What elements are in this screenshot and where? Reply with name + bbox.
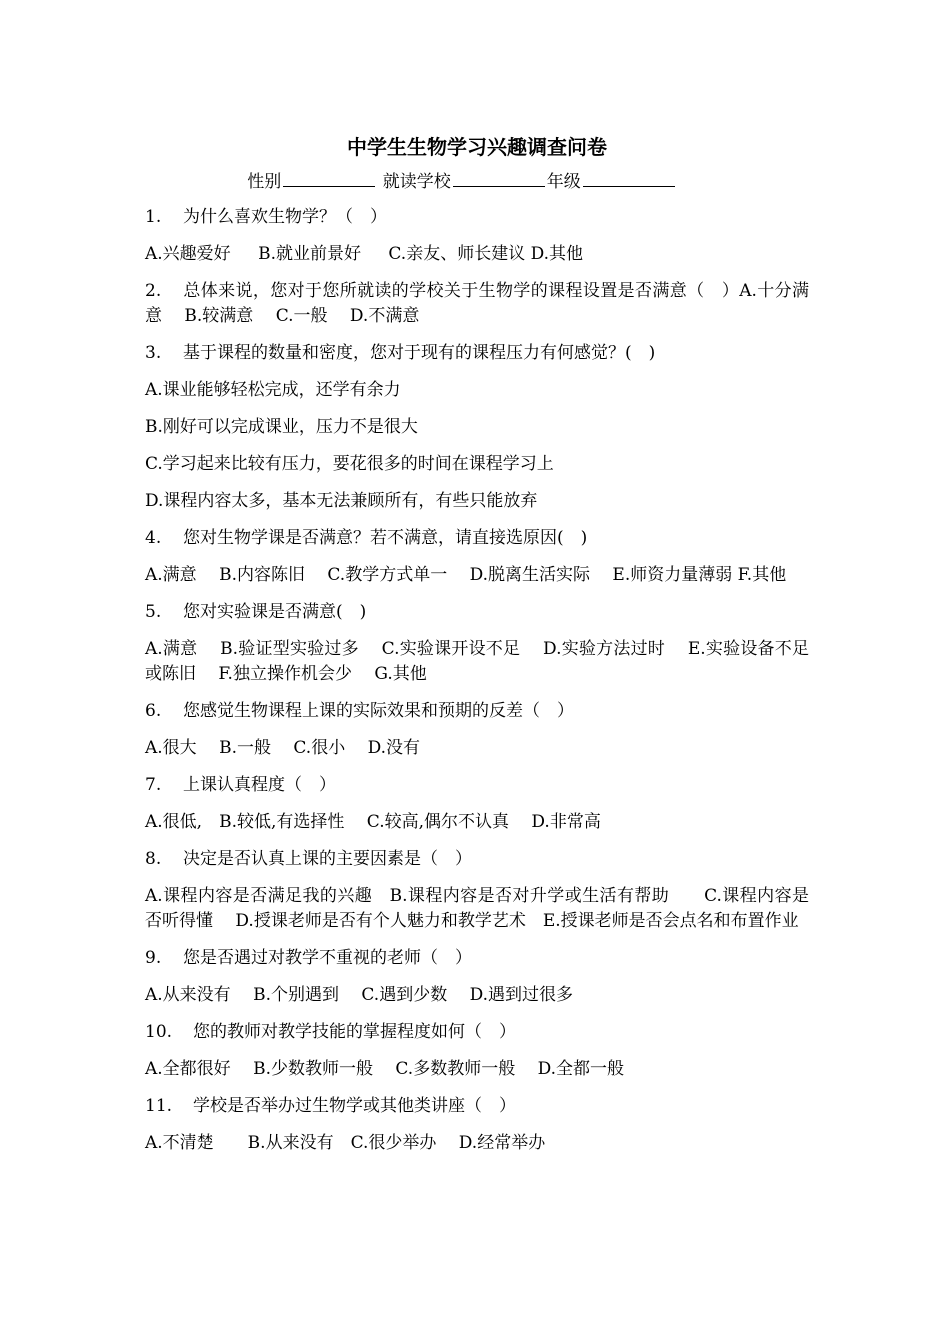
page-title: 中学生生物学习兴趣调查问卷	[347, 135, 607, 159]
grade-blank[interactable]	[583, 168, 675, 187]
question-number: 3.	[145, 343, 162, 363]
question-number: 4.	[145, 528, 162, 548]
question-text: 总体来说，您对于您所就读的学校关于生物学的课程设置是否满意（ ）A.十分满意 B.较满意 C.一般 D.不满意	[145, 281, 809, 326]
option[interactable]: A.课业能够轻松完成，还学有余力	[145, 380, 401, 400]
question-11-options[interactable]: A.不清楚 B.从来没有 C.很少举办 D.经常举办	[145, 1133, 546, 1153]
question-text: 为什么喜欢生物学？（ ）	[183, 207, 387, 227]
gender-blank[interactable]	[283, 168, 375, 187]
question-text: 学校是否举办过生物学或其他类讲座（ ）	[193, 1096, 516, 1116]
question-number: 9.	[145, 948, 162, 968]
option[interactable]: C.亲友、师长建议 D.其他	[388, 244, 584, 264]
question-1	[145, 205, 809, 230]
question-4-options[interactable]: A.满意 B.内容陈旧 C.教学方式单一 D.脱离生活实际 E.师资力量薄弱 F.其他	[145, 565, 787, 585]
grade-label: 年级	[546, 172, 581, 192]
question-10	[145, 1020, 809, 1045]
question-5-options[interactable]: A.满意 B.验证型实验过多 C.实验课开设不足 D.实验方法过时 E.实验设备不足或陈旧 F.独立操作机会少 G.其他	[145, 639, 809, 684]
question-1-options	[145, 242, 809, 267]
option[interactable]: B.刚好可以完成课业，压力不是很大	[145, 417, 418, 437]
question-8-options[interactable]: A.课程内容是否满足我的兴趣 B.课程内容是否对升学或生活有帮助 C.课程内容是否听得懂 D.授课老师是否有个人魅力和教学艺术 E.授课老师是否会点名和布置作业	[145, 886, 809, 931]
question-9	[145, 946, 809, 971]
document-page	[145, 132, 809, 1168]
question-number: 5.	[145, 602, 162, 622]
question-4	[145, 526, 809, 551]
option[interactable]: C.学习起来比较有压力，要花很多的时间在课程学习上	[145, 454, 554, 474]
question-number: 7.	[145, 775, 162, 795]
question-text: 您是否遇过对教学不重视的老师（ ）	[183, 948, 472, 968]
question-text: 基于课程的数量和密度，您对于现有的课程压力有何感觉？( )	[183, 343, 656, 363]
question-number: 10.	[145, 1022, 173, 1042]
option[interactable]: D.课程内容太多，基本无法兼顾所有，有些只能放弃	[145, 491, 538, 511]
question-text: 您对实验课是否满意( )	[183, 602, 367, 622]
question-number: 8.	[145, 849, 162, 869]
question-number: 11.	[145, 1096, 173, 1116]
school-label: 就读学校	[382, 172, 451, 192]
school-blank[interactable]	[453, 168, 545, 187]
gender-label: 性别	[247, 172, 282, 192]
question-2	[145, 279, 809, 329]
question-8	[145, 847, 809, 872]
question-7	[145, 773, 809, 798]
respondent-info-line	[145, 168, 809, 195]
question-10-options[interactable]: A.全都很好 B.少数教师一般 C.多数教师一般 D.全都一般	[145, 1059, 625, 1079]
question-6-options[interactable]: A.很大 B.一般 C.很小 D.没有	[145, 738, 421, 758]
question-number: 1.	[145, 207, 162, 227]
question-text: 决定是否认真上课的主要因素是（ ）	[183, 849, 472, 869]
question-text: 您对生物学课是否满意？若不满意，请直接选原因( )	[183, 528, 588, 548]
question-text: 您的教师对教学技能的掌握程度如何（ ）	[193, 1022, 516, 1042]
option[interactable]: B.就业前景好	[258, 244, 361, 264]
question-9-options[interactable]: A.从来没有 B.个别遇到 C.遇到少数 D.遇到过很多	[145, 985, 574, 1005]
option[interactable]: A.兴趣爱好	[145, 244, 231, 264]
question-text: 您感觉生物课程上课的实际效果和预期的反差（ ）	[183, 701, 574, 721]
question-5	[145, 600, 809, 625]
question-number: 2.	[145, 281, 162, 301]
question-7-options[interactable]: A.很低, B.较低,有选择性 C.较高,偶尔不认真 D.非常高	[145, 812, 601, 832]
question-number: 6.	[145, 701, 162, 721]
question-11	[145, 1094, 809, 1119]
question-6	[145, 699, 809, 724]
question-3	[145, 341, 809, 366]
question-text: 上课认真程度（ ）	[183, 775, 336, 795]
